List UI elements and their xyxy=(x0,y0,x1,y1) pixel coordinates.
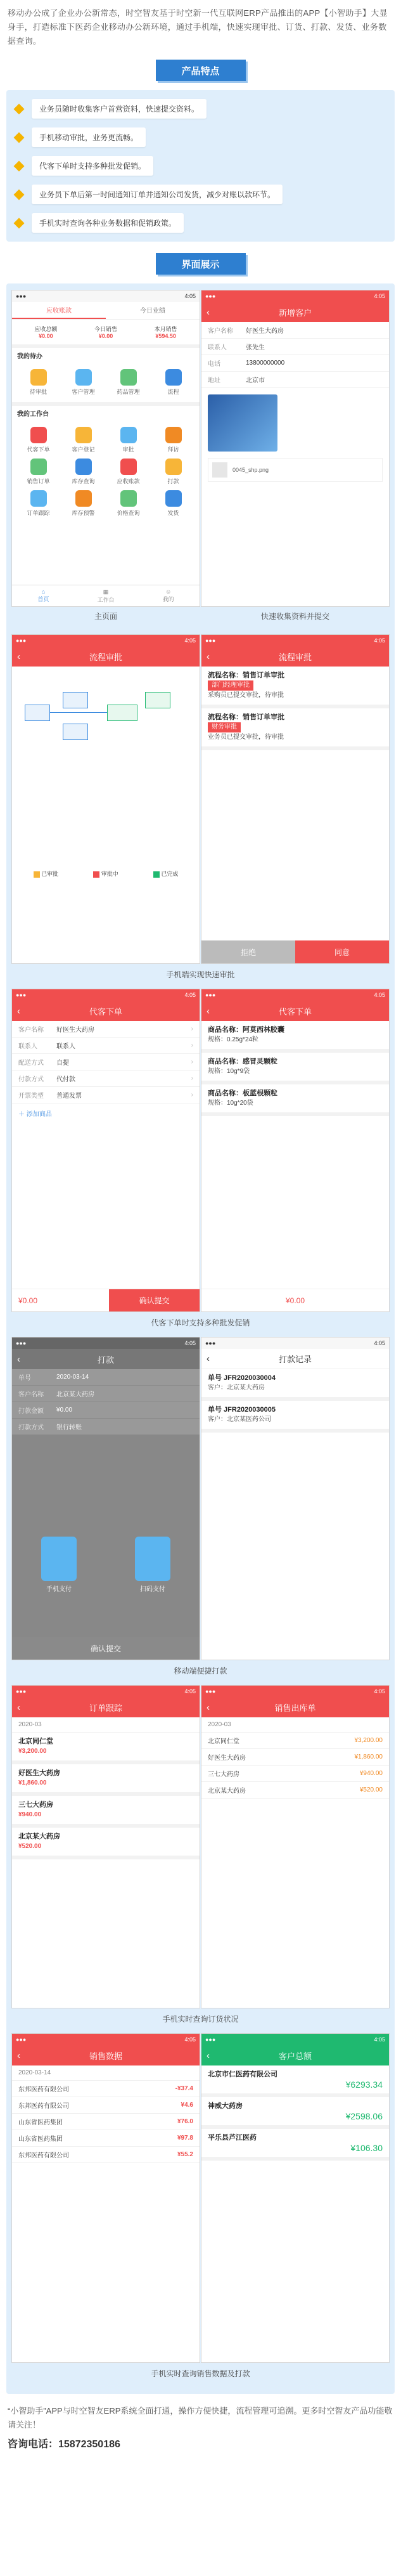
pay-record[interactable]: 单号 JFR2020030004 客户：北京某大药房 xyxy=(201,1369,389,1401)
flow-diagram xyxy=(12,679,200,869)
bottom-nav xyxy=(12,585,200,606)
caption: 移动端便捷打款 xyxy=(174,1667,227,1675)
agree-button[interactable]: 同意 xyxy=(295,940,389,963)
license-photo[interactable] xyxy=(208,394,277,452)
qr-icon xyxy=(135,1537,170,1581)
file-icon xyxy=(212,462,227,478)
caption: 主页面 xyxy=(94,612,117,621)
feature-item: 业务员随时收集客户首营资料，快速提交资料。 xyxy=(15,99,386,119)
diamond-icon xyxy=(14,103,25,114)
caption: 快速收集资料并提交 xyxy=(260,612,329,621)
caption: 手机端实现快速审批 xyxy=(166,970,235,979)
screenshots-panel xyxy=(6,283,395,2394)
mobile-pay-option[interactable]: 手机支付 xyxy=(41,1537,77,1593)
phone-approve-flow: ●●● 4:05 ‹ 流程审批 已审批 审批中 已完成 xyxy=(11,634,200,964)
todo-title: 我的待办 xyxy=(12,344,200,363)
phone-order-products: ●●● 4:05 ‹ 代客下单 商品名称：阿莫西林胶囊 规格：0.25g*24粒 商品名称：感冒灵颗粒 规格：10g*9袋 商品名称：板蓝根颗粒 规格：10g*20袋 ¥0.00 xyxy=(201,989,390,1312)
caption: 代客下单时支持多种批发促销 xyxy=(151,1318,250,1327)
visit-icon xyxy=(165,427,182,443)
clipboard-icon xyxy=(30,369,47,386)
order-total: ¥0.00 xyxy=(12,1289,109,1311)
caption: 手机实时查询销售数据及打款 xyxy=(151,2369,250,2378)
reject-button[interactable]: 拒绝 xyxy=(201,940,295,963)
nav-home[interactable]: ⌂ 首页 xyxy=(37,589,49,602)
phone-data: ●●● 4:05 ‹ 销售数据 2020-03-14 东邦医药有限公司 -¥37.4 东邦医药有限公司 ¥4.6 山东省医药集团 ¥76.0 山东省医药集团 ¥97.8 东邦医药有限公司 ¥55.2 xyxy=(11,2033,200,2363)
pill-icon xyxy=(120,369,137,386)
app-item[interactable]: 销售订单 xyxy=(16,459,61,485)
shot-row xyxy=(11,290,390,628)
app-item[interactable]: 价格查询 xyxy=(106,490,151,517)
receivable-icon xyxy=(120,459,137,475)
register-icon xyxy=(75,427,92,443)
app-item[interactable]: 库存查询 xyxy=(61,459,106,485)
tab-today[interactable]: 今日业绩 xyxy=(140,308,165,315)
flow-icon xyxy=(165,369,182,386)
approve-icon xyxy=(120,427,137,443)
order-icon xyxy=(30,459,47,475)
shots-title: 界面展示 xyxy=(156,253,246,275)
back-icon[interactable]: ‹ xyxy=(207,306,210,318)
feature-item: 代客下单时支持多种批发促销。 xyxy=(15,156,386,176)
diamond-icon xyxy=(14,218,25,228)
diamond-icon xyxy=(14,189,25,200)
workbench-title: 我的工作台 xyxy=(12,402,200,420)
money-icon xyxy=(165,459,182,475)
cart-icon xyxy=(30,427,47,443)
features-title: 产品特点 xyxy=(156,60,246,81)
phone-pay: ●●● 4:05 ‹ 打款 单号 2020-03-14 客户名称 北京某大药房 打款金额 ¥0.00 打款方式 银行转账 手机支付 扫码支付 确认提交 xyxy=(11,1337,200,1660)
app-item[interactable]: 客户登记 xyxy=(61,427,106,453)
app-item[interactable]: 代客下单 xyxy=(16,427,61,453)
phone-collect: ●●● 4:05 ‹ 新增客户 客户名称 好医生大药房 联系人 张先生 电话 13800000000 地址 北京市 0045_shp.png xyxy=(201,290,390,607)
product-item[interactable]: 商品名称：板蓝根颗粒 规格：10g*20袋 xyxy=(201,1084,389,1116)
flow-legend: 已审批 审批中 已完成 xyxy=(12,869,200,878)
truck-icon xyxy=(165,490,182,507)
feature-list xyxy=(6,90,395,242)
price-icon xyxy=(120,490,137,507)
phone-approve-list: ●●● 4:05 ‹ 流程审批 流程名称：销售订单审批 部门经理审批 采购员已提交审批，待审批 流程名称：销售订单审批 财务审批 业务员已提交审批，待审批 拒绝 同意 xyxy=(201,634,390,964)
app-item[interactable]: 库存预警 xyxy=(61,490,106,517)
app-item[interactable]: 拜访 xyxy=(151,427,196,453)
scan-pay-option[interactable]: 扫码支付 xyxy=(135,1537,170,1593)
phone-order-form: ●●● 4:05 ‹ 代客下单 客户名称 好医生大药房 › 联系人 联系人 › 配送方式 自提 › 付款方式 代付款 › 开票类型 普通发票 › ＋ 添加商品 ¥0.00 确认提交 xyxy=(11,989,200,1312)
track-icon xyxy=(30,490,47,507)
diamond-icon xyxy=(14,160,25,171)
pay-record[interactable]: 单号 JFR2020030005 客户：北京某医药公司 xyxy=(201,1401,389,1433)
todo-item[interactable]: 待审批 xyxy=(16,369,61,396)
add-product-button[interactable]: ＋ 添加商品 xyxy=(18,1111,52,1118)
phone-home: ●●● 4:05 应收账款 今日业绩 应收总额 ¥0.00 今日销售 ¥0.00 本月销售 ¥594.50 我的待办 待审批 客户管理 药品管理 流程 我的工作台 代客下单 客户登记 审批 拜访 销售订单 库存查询 应收账款 打款 订单跟踪 库存预警 价格查询 发货 ⌂ 首页 ▦ 工作台 ☺ 我的 xyxy=(11,290,200,607)
approval-item[interactable]: 流程名称：销售订单审批 部门经理审批 采购员已提交审批，待审批 xyxy=(201,667,389,708)
app-item[interactable]: 打款 xyxy=(151,459,196,485)
product-item[interactable]: 商品名称：阿莫西林胶囊 规格：0.25g*24粒 xyxy=(201,1021,389,1053)
todo-item[interactable]: 客户管理 xyxy=(61,369,106,396)
intro-text: 移动办公成了企业办公新常态，时空智友基于时空新一代互联网ERP产品推出的APP【小智助手】大显身手，打造标准下医药企业移动办公新环境，通过手机端，快速实现审批、订货、打款、发货、业务数据查询。 xyxy=(8,8,388,46)
submit-button[interactable]: 确认提交 xyxy=(109,1289,200,1311)
tab-receivable[interactable]: 应收账款 xyxy=(12,302,106,319)
approval-item[interactable]: 流程名称：销售订单审批 财务审批 业务员已提交审批，待审批 xyxy=(201,708,389,750)
caption: 手机实时查询订货状况 xyxy=(162,2015,239,2024)
feature-item: 业务员下单后第一时间通知订单并通知公司发货，减少对账以款环节。 xyxy=(15,185,386,204)
app-item[interactable]: 发货 xyxy=(151,490,196,517)
diamond-icon xyxy=(14,132,25,143)
feature-item: 手机移动审批，业务更流畅。 xyxy=(15,127,386,147)
phone-pay-records: ●●● 4:05 ‹ 打款记录 单号 JFR2020030004 客户：北京某大药房 单号 JFR2020030005 客户：北京某医药公司 xyxy=(201,1337,390,1660)
nav-me[interactable]: ☺ 我的 xyxy=(162,589,174,602)
phone-sales-list: ●●● 4:05 ‹ 销售出库单 2020-03 北京同仁堂 ¥3,200.00 好医生大药房 ¥1,860.00 三七大药房 ¥940.00 北京某大药房 ¥520.00 xyxy=(201,1685,390,2008)
app-item[interactable]: 订单跟踪 xyxy=(16,490,61,517)
todo-item[interactable]: 药品管理 xyxy=(106,369,151,396)
nav-workbench[interactable]: ▦ 工作台 xyxy=(97,589,115,603)
stock-icon xyxy=(75,459,92,475)
app-item[interactable]: 审批 xyxy=(106,427,151,453)
hotline: 咨询电话：15872350186 xyxy=(8,2439,120,2450)
alert-icon xyxy=(75,490,92,507)
feature-item: 手机实时查询各种业务数据和促销政策。 xyxy=(15,213,386,233)
screen-title: 新增客户 xyxy=(278,308,312,318)
phone-sales: ●●● 4:05 ‹ 订单跟踪 2020-03 北京同仁堂 ¥3,200.00 好医生大药房 ¥1,860.00 三七大药房 ¥940.00 北京某大药房 ¥520.00 xyxy=(11,1685,200,2008)
phone-icon xyxy=(41,1537,77,1581)
app-item[interactable]: 应收账款 xyxy=(106,459,151,485)
phone-customers: ●●● 4:05 ‹ 客户总额 北京市仁医药有限公司 ¥6293.34 神威大药房 ¥2598.06 平乐县芦江医药 ¥106.30 xyxy=(201,2033,390,2363)
confirm-button[interactable]: 确认提交 xyxy=(12,1637,200,1660)
todo-item[interactable]: 流程 xyxy=(151,369,196,396)
product-item[interactable]: 商品名称：感冒灵颗粒 规格：10g*9袋 xyxy=(201,1053,389,1084)
user-icon xyxy=(75,369,92,386)
footer-text: “小智助手”APP与时空智友ERP系统全面打通，操作方便快捷，流程管理可追溯。更多时空智友产品功能敬请关注！ xyxy=(8,2406,393,2430)
